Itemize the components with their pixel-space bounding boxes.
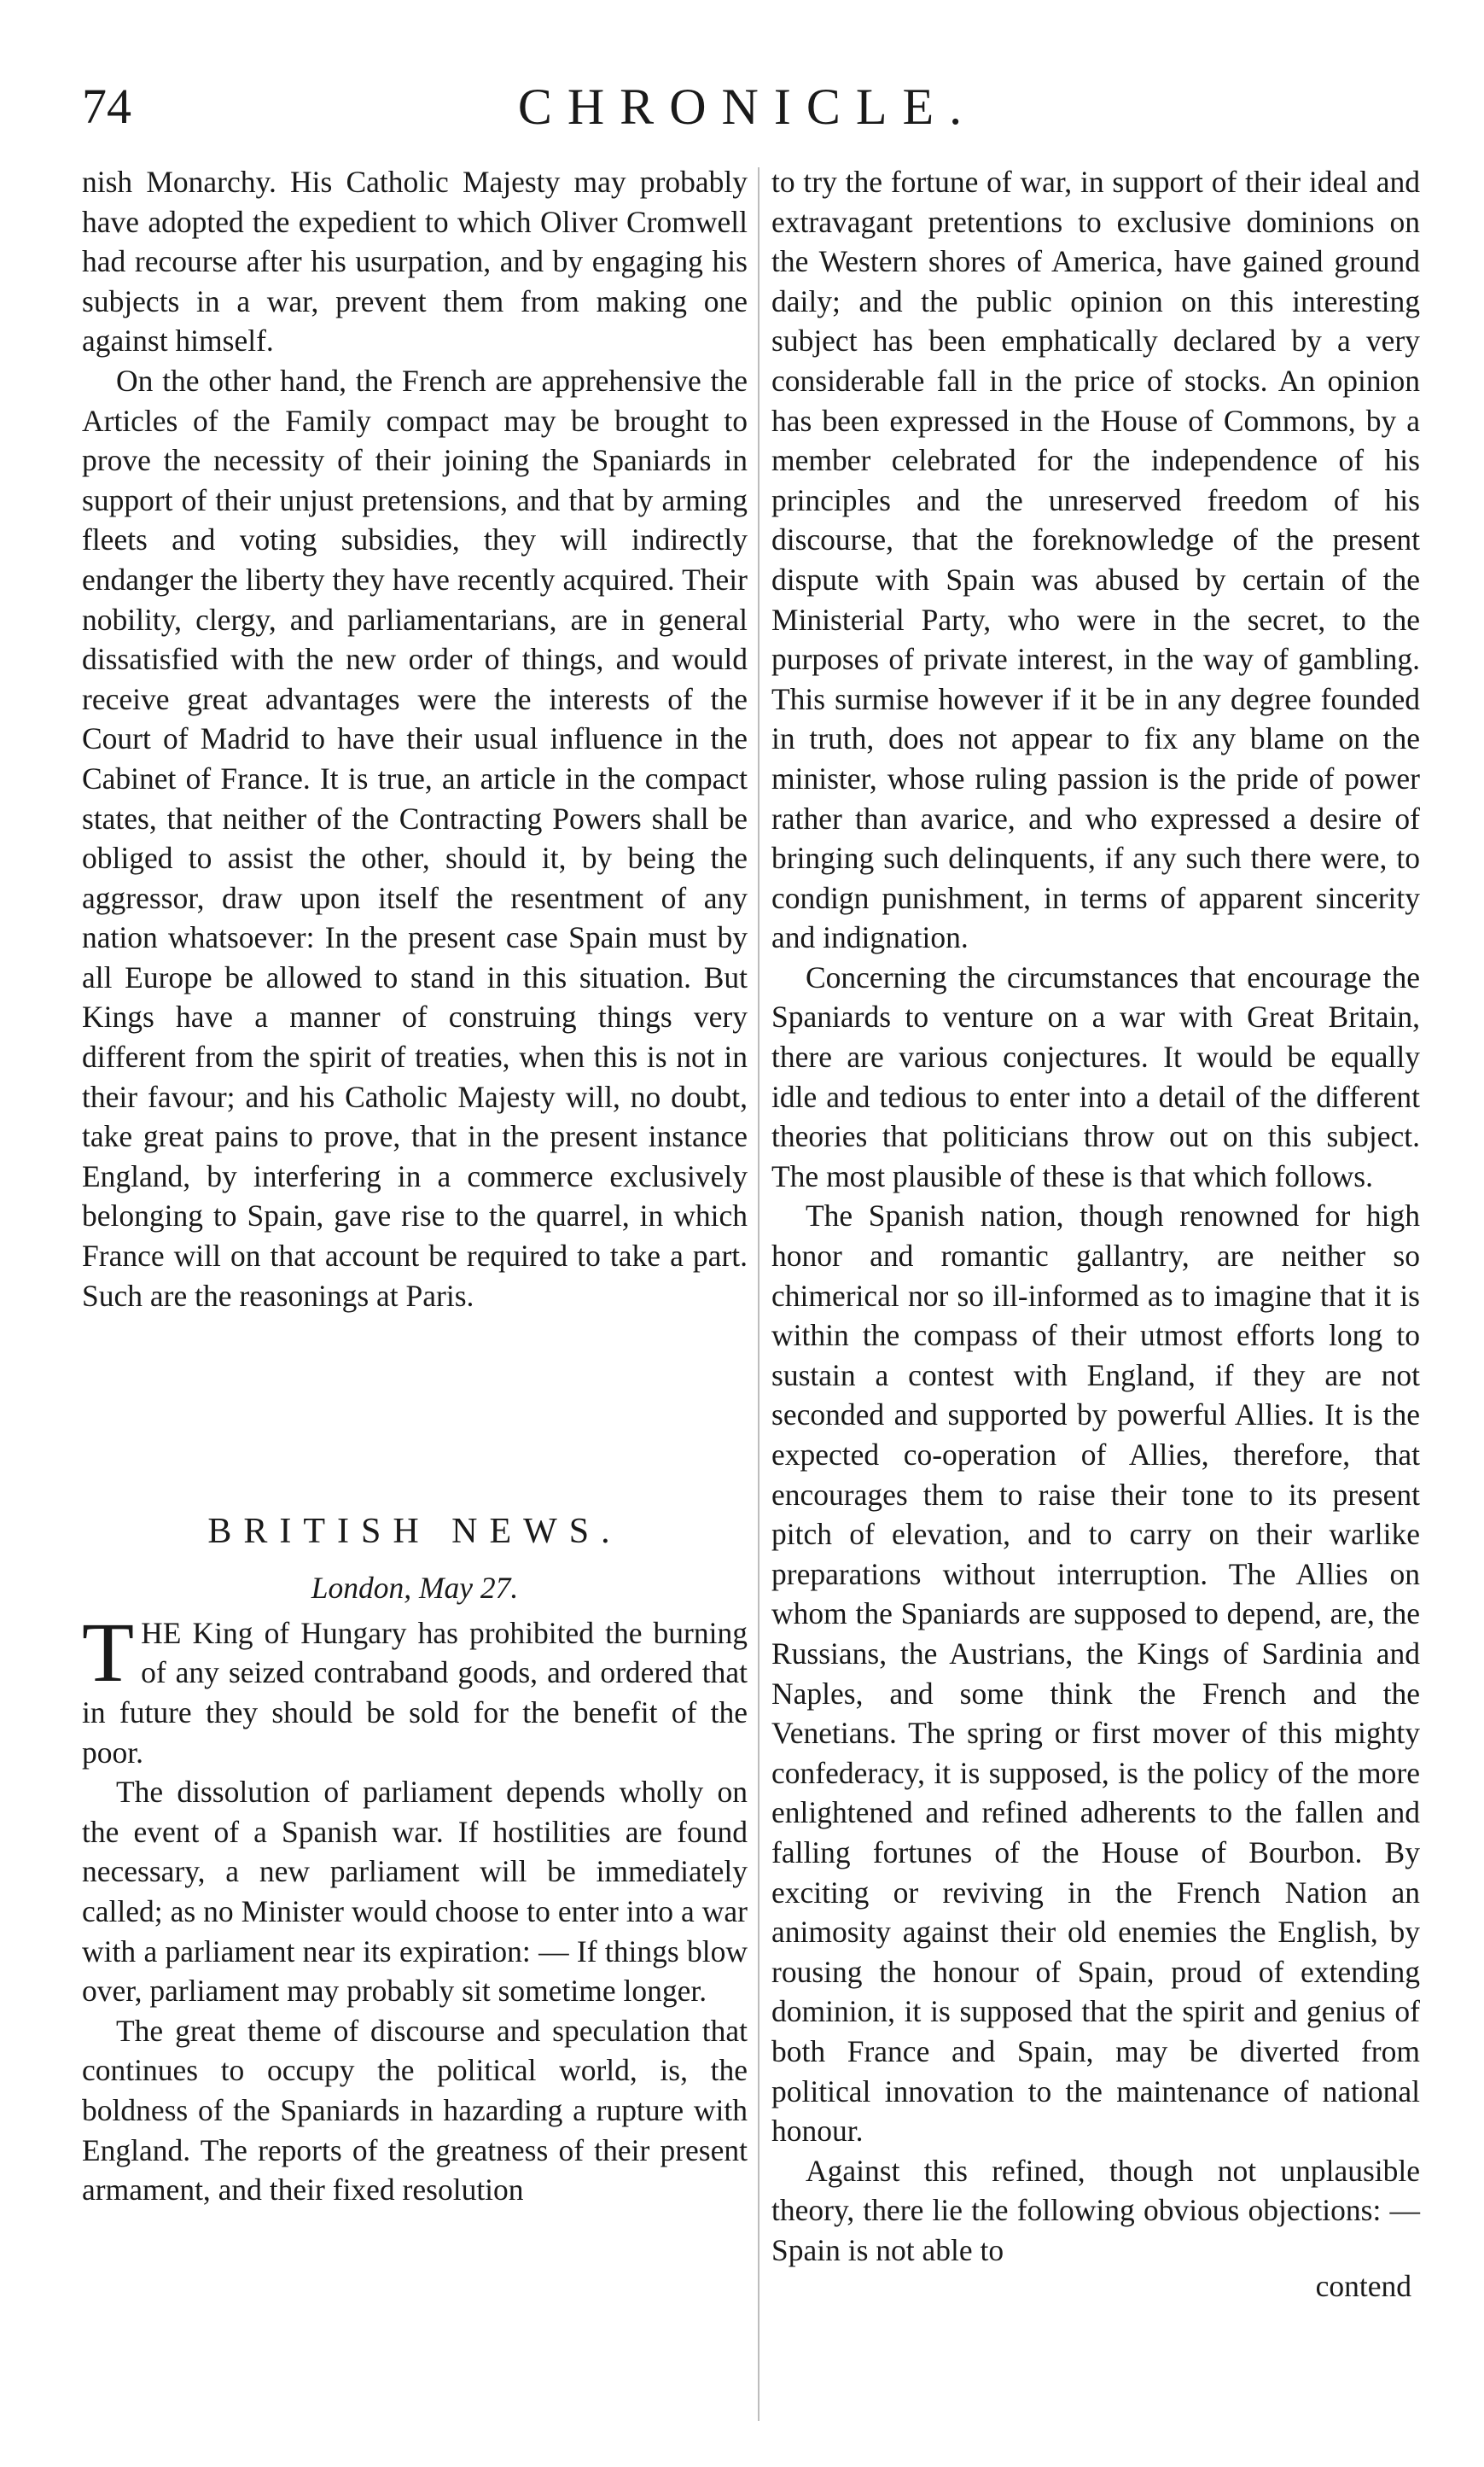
article-paragraph: nish Monarchy. His Catholic Majesty may probably have adopted the expedient to which Oliver Cromwell had recourse after his usurpation, and by engaging his subjects in a war, prevent them from making one against himself. (82, 165, 748, 359)
news-paragraph-text: HE King of Hungary has prohibited the burning of any seized contraband goods, and ordered that in future they should be sold for the benefit of the poor. (82, 1615, 748, 1770)
column-divider (758, 167, 759, 2421)
catchword: contend (1315, 2269, 1411, 2304)
article-paragraph: Against this refined, though not unplausible theory, there lie the following obvious objections: — Spain is not able to (771, 2153, 1420, 2267)
right-column (771, 162, 1420, 2307)
drop-cap: T (82, 1604, 135, 1700)
page-number: 74 (82, 79, 131, 134)
page-header (82, 68, 1413, 145)
article-paragraph: On the other hand, the French are apprehensive the Articles of the Family compact may be brought to prove the necessity of their joining the Spaniards in support of their unjust pretensions, and that by arming fleets and voting subsidies, they will indirectly endanger the liberty they have recently acquired. Their nobility, clergy, and parliamentarians, are in general dissatisfied with the new order of things, and would receive great advantages were the interests of the Court of Madrid to have their usual influence in the Cabinet of France. It is true, an article in the compact states, that neither of the Contracting Powers shall be obliged to assist the other, should it, by being the aggressor, draw upon itself the resentment of any nation whatsoever: In the present case Spain must by all Europe be allowed to stand in this situation. But Kings have a manner of construing things very different from the spirit of treaties, when this is not in their favour; and his Catholic Majesty will, no doubt, take great pains to prove, that in the present instance England, by interfering in a commerce exclusively belonging to Spain, gave rise to the quarrel, in which France will on that account be required to take a part. Such are the reasonings at Paris. (82, 363, 748, 1313)
news-paragraph: The great theme of discourse and speculation that continues to occupy the political world, is, the boldness of the Spaniards in hazarding a rupture with England. The reports of the greatness of their present armament, and their fixed resolution (82, 2013, 748, 2207)
news-paragraph (82, 1604, 748, 1772)
news-paragraph: The dissolution of parliament depends wholly on the event of a Spanish war. If hostilities are found necessary, a new parliament will be immediately called; as no Minister would choose to enter into a war with a parliament near its expiration: — If things blow over, parliament may probably sit sometime longer. (82, 1775, 748, 2009)
running-title: CHRONICLE. (517, 79, 978, 135)
article-paragraph: The Spanish nation, though renowned for high honor and romantic gallantry, are neither so chimerical nor so ill-informed as to imagine that it is within the compass of their utmost efforts long to sustain a contest with England, if they are not seconded and supported by powerful Allies. It is the expected co-operation of Allies, therefore, that encourages them to raise their tone to its present pitch of elevation, and to carry on their warlike preparations without interruption. The Allies on whom the Spaniards are supposed to depend, are, the Russians, the Austrians, the Kings of Sardinia and Naples, and some think the French and the Venetians. The spring or first mover of this mighty confederacy, it is supposed, is the policy of the more enlightened and refined adherents to the fallen and falling fortunes of the House of Bourbon. By exciting or reviving in the French Nation an animosity against their old enemies the English, by rousing the honour of Spain, proud of extending dominion, it is supposed that the spirit and genius of both France and Spain, may be diverted from political innovation to the maintenance of national honour. (771, 1199, 1420, 2149)
section-heading-british-news: BRITISH NEWS. (207, 1512, 622, 1552)
article-paragraph: to try the fortune of war, in support of their ideal and extravagant pretentions to exclusive dominions on the Western shores of America, have gained ground daily; and the public opinion on this interesting subject has been emphatically declared by a very considerable fall in the price of stocks. An opinion has been expressed in the House of Commons, by a member celebrated for the independence of his principles and the unreserved freedom of his discourse, that the foreknowledge of the present dispute with Spain was abused by certain of the Ministerial Party, who were in the secret, to the purposes of private interest, in the way of gambling. This surmise however if it be in any degree founded in truth, does not appear to fix any blame on the minister, whose ruling passion is the pride of power rather than avarice, and who expressed a desire of bringing such delinquents, if any such there were, to condign punishment, in terms of apparent sincerity and indignation. (771, 165, 1420, 955)
left-column (82, 162, 748, 2210)
article-paragraph: Concerning the circumstances that encourage the Spaniards to venture on a war with Great Britain, there are various conjectures. It would be equally idle and tedious to enter into a detail of the different theories that politicians throw out on this subject. The most plausible of these is that which follows. (771, 959, 1420, 1193)
dateline: London, May 27. (311, 1571, 519, 1606)
